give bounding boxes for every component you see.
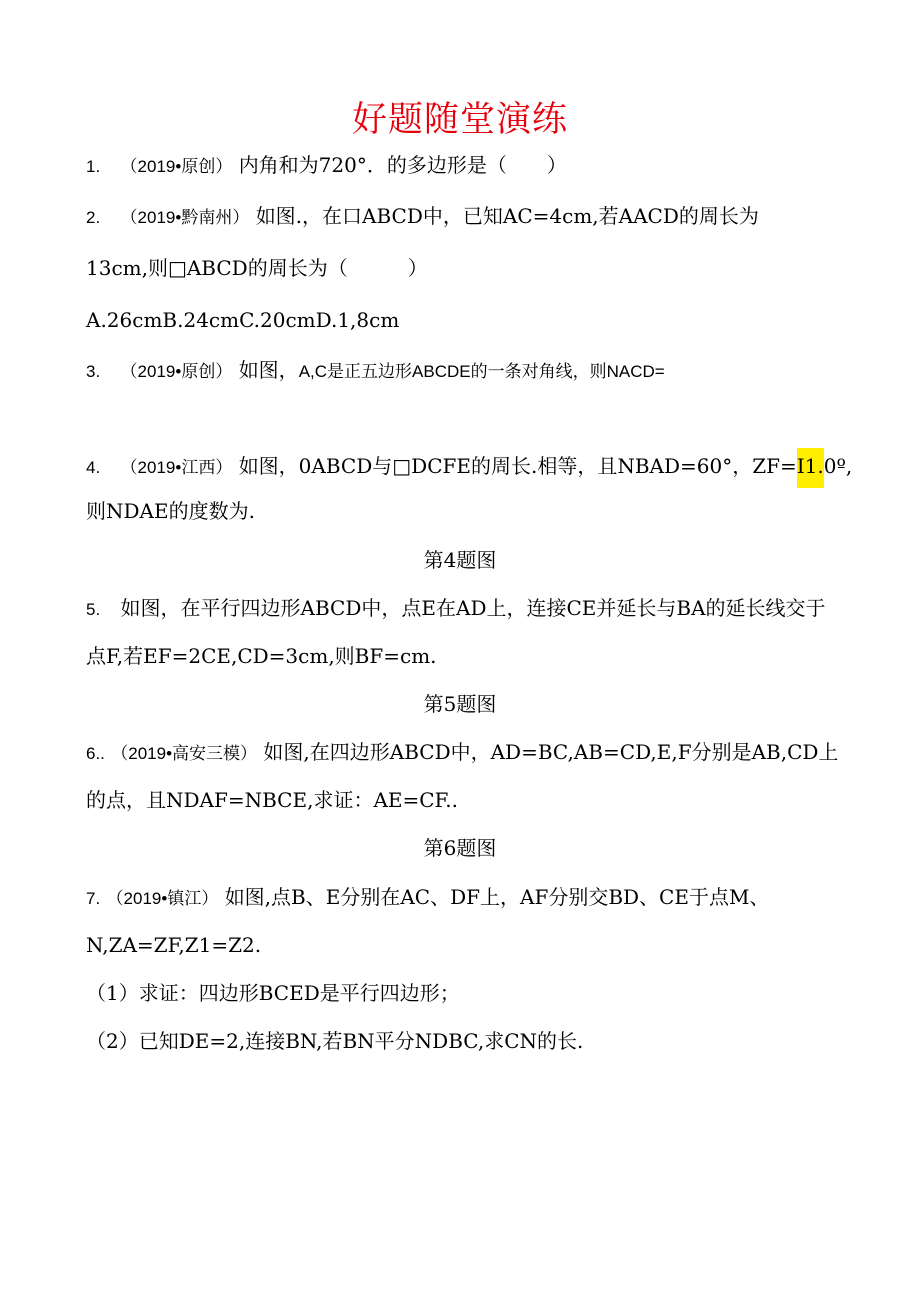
question-text-cont: A,C是正五边形ABCDE的一条对角线，则NACD=: [298, 362, 665, 381]
question-source: （2019•镇江）: [106, 889, 219, 908]
question-3: [86, 355, 665, 387]
question-2-line-2: 13cm,则□ABCD的周长为（ ）: [86, 256, 428, 280]
highlighted-text: I1.: [797, 448, 824, 488]
question-text: 如图.，在口ABCD中，已知AC=4cm,若AACD的周长为: [255, 204, 759, 228]
question-6: [86, 737, 838, 769]
question-number: 7.: [86, 889, 101, 908]
question-source: （2019•高安三模）: [111, 744, 258, 763]
question-7-part-2: （2）已知DE=2,连接BN,若BN平分NDBC,求CN的长.: [86, 1029, 584, 1053]
question-text: 如图，: [238, 358, 299, 382]
question-text: 如图,在四边形ABCD中，AD=BC,AB=CD,E,F分别是AB,CD上: [263, 740, 839, 764]
question-number: 3.: [86, 362, 101, 381]
question-7-line-2: N,ZA=ZF,Z1=Z2.: [86, 933, 262, 957]
question-number: 6..: [86, 744, 105, 763]
question-text: 如图,点B、E分别在AC、DF上，AF分别交BD、CE于点M、: [224, 885, 770, 909]
question-1: [86, 150, 567, 182]
question-7-part-1: （1）求证：四边形BCED是平行四边形；: [86, 981, 460, 1005]
question-6-line-2: 的点，且NDAF=NBCE,求证：AE=CF..: [86, 788, 459, 812]
question-5: [86, 593, 826, 625]
question-number: 1.: [86, 157, 101, 176]
question-text: 如图，在平行四边形ABCD中，点E在AD上，连接CE并延长与BA的延长线交于: [120, 596, 826, 620]
question-4-line-2: 则NDAE的度数为.: [86, 499, 255, 523]
question-number: 2.: [86, 208, 101, 227]
question-text-end: 0º,: [823, 454, 853, 478]
question-text: 如图，0ABCD与□DCFE的周长.相等，且NBAD=60°，ZF=: [238, 454, 797, 478]
figure-caption-5: 第5题图: [423, 692, 497, 716]
figure-caption-4: 第4题图: [423, 548, 497, 572]
question-number: 5.: [86, 600, 101, 619]
question-source: （2019•江西）: [120, 458, 233, 477]
question-2-options: A.26cmB.24cmC.20cmD.1,8cm: [86, 308, 400, 332]
question-source: （2019•原创）: [120, 362, 233, 381]
question-7: [86, 882, 769, 914]
question-text: 内角和为720°．的多边形是（ ）: [238, 153, 567, 177]
page-title: 好题随堂演练: [351, 100, 568, 140]
figure-caption-6: 第6题图: [423, 836, 497, 860]
question-number: 4.: [86, 458, 101, 477]
question-source: （2019•原创）: [120, 157, 233, 176]
question-source: （2019•黔南州）: [120, 208, 250, 227]
question-2: [86, 201, 759, 233]
question-5-line-2: 点F,若EF=2CE,CD=3cm,则BF=cm.: [86, 644, 437, 668]
question-4: [86, 448, 852, 488]
